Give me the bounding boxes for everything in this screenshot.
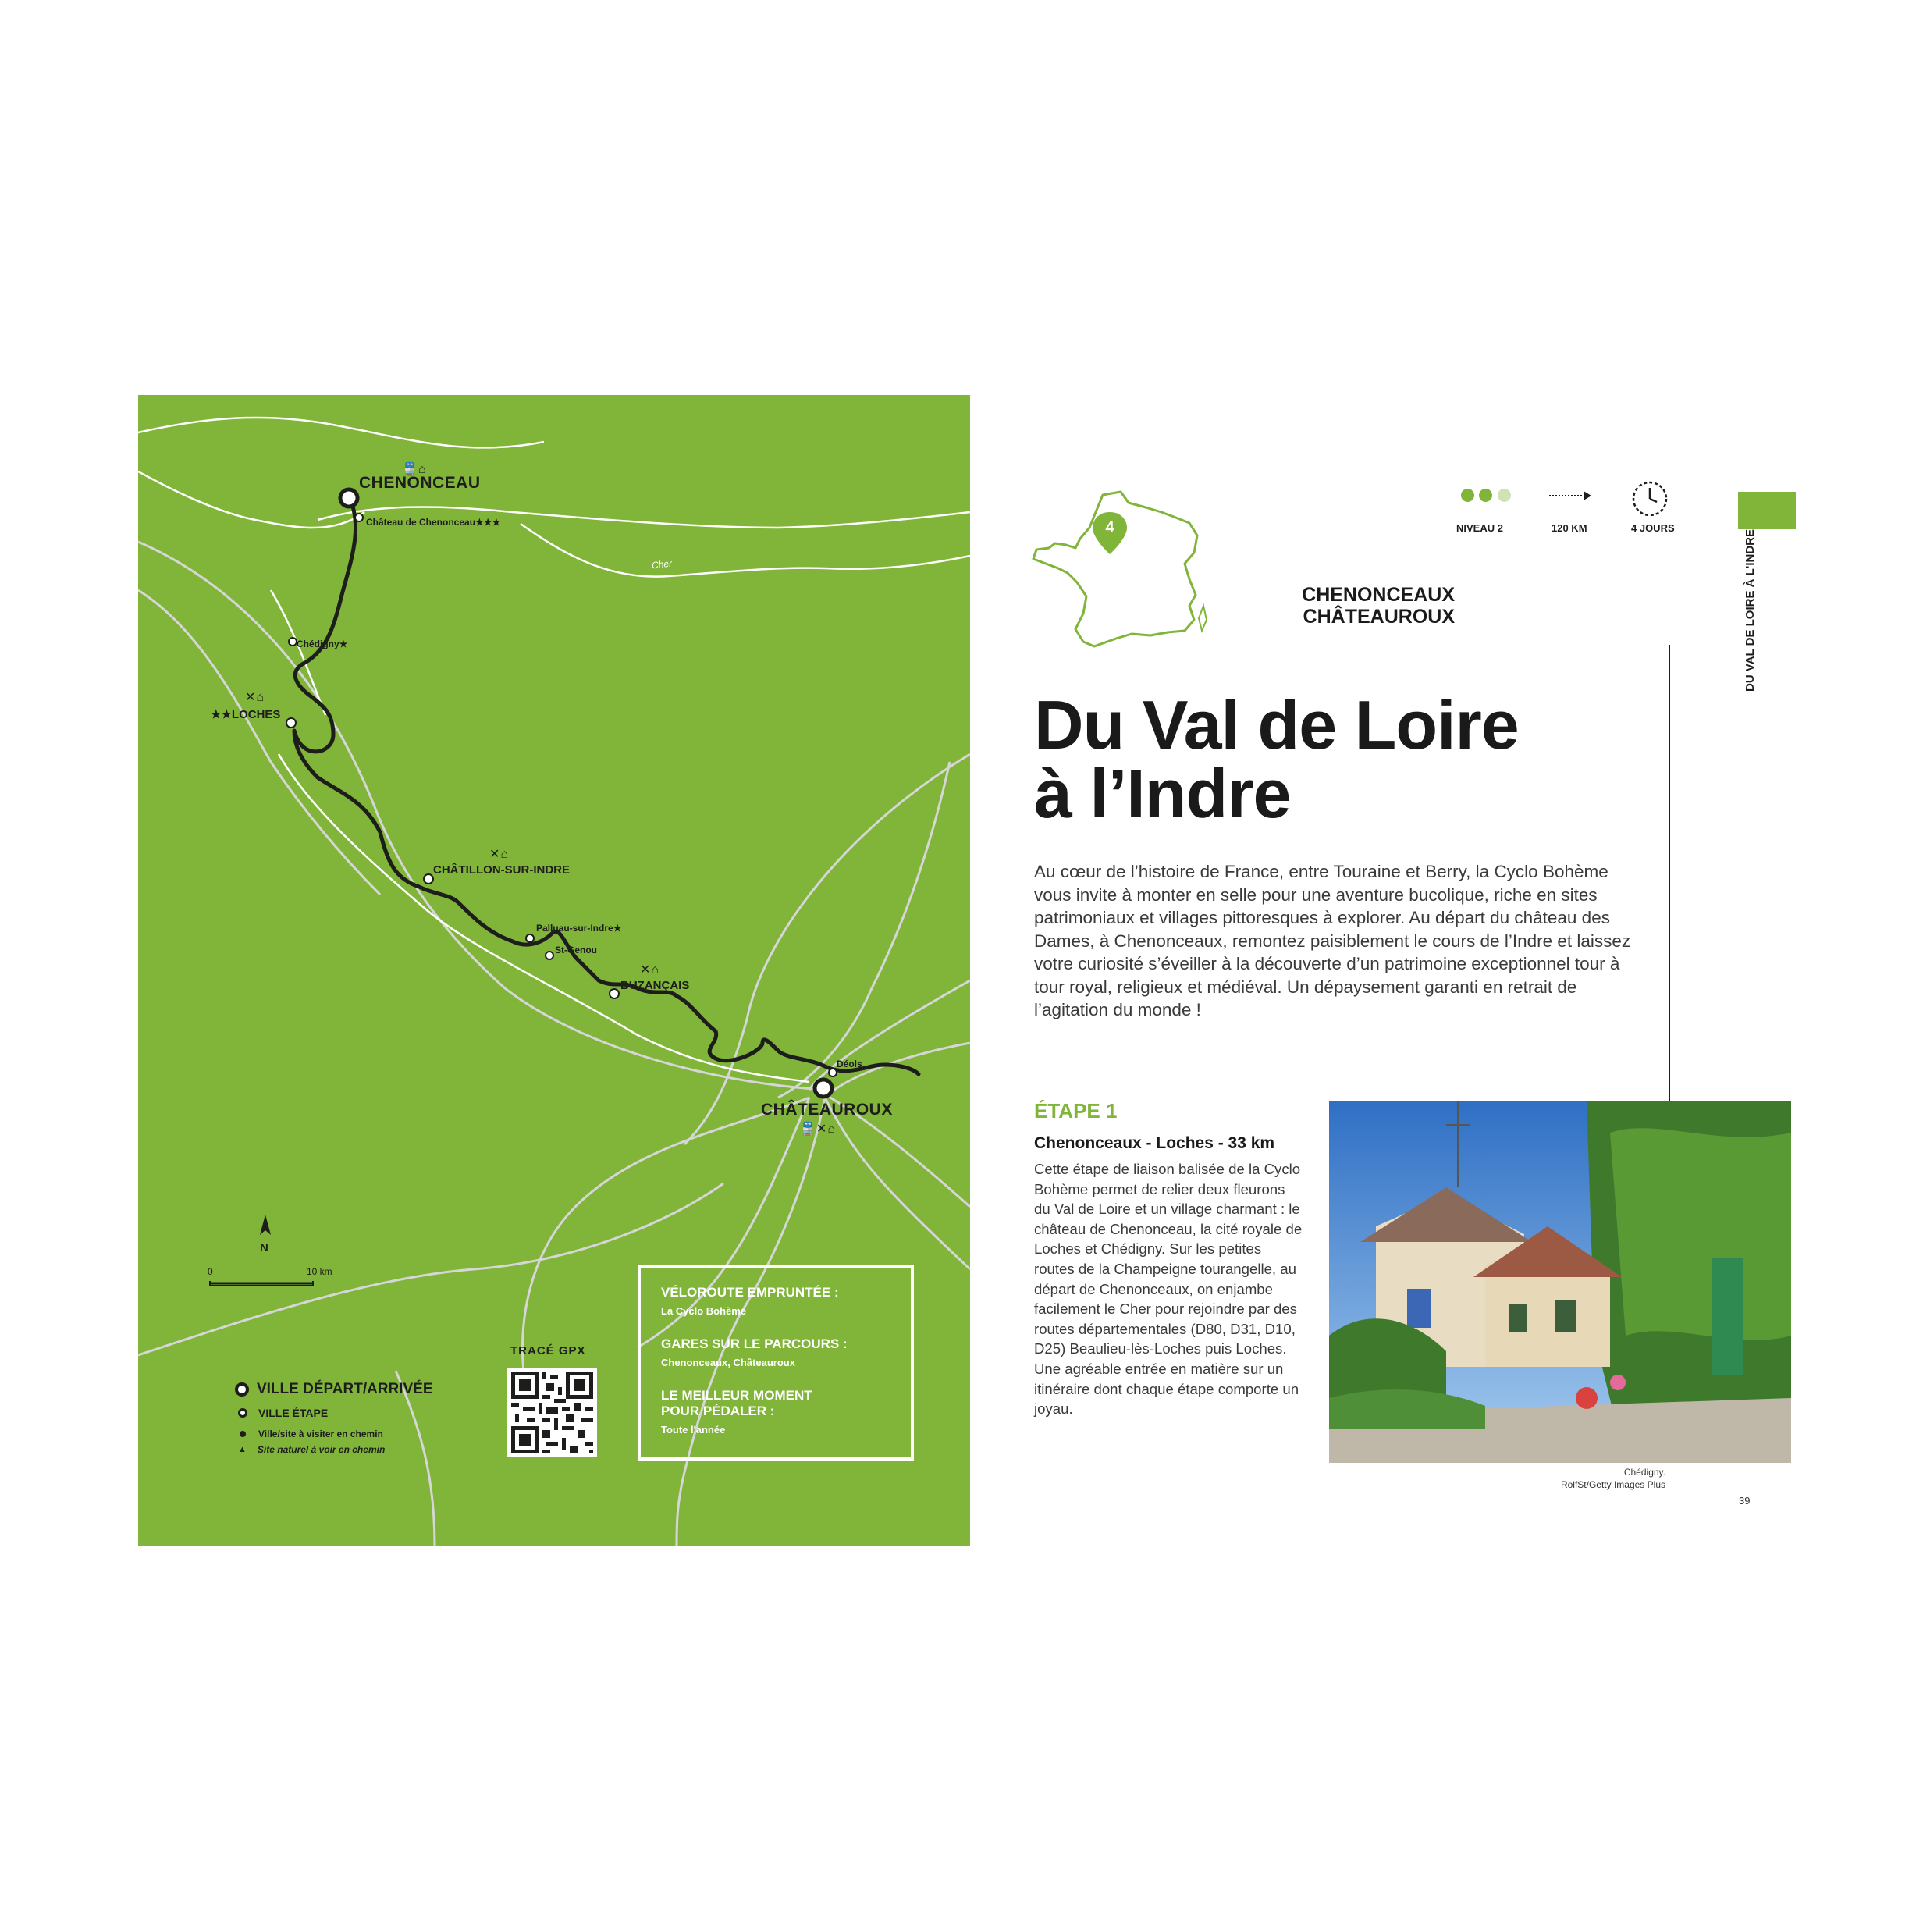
moment-value: Toute l'année	[661, 1424, 726, 1436]
label-chateauroux: CHÂTEAUROUX	[761, 1101, 893, 1119]
stage-title: ÉTAPE 1	[1034, 1099, 1118, 1123]
north-arrow-icon	[260, 1215, 271, 1235]
scale-zero: 0	[208, 1266, 213, 1277]
map-road	[825, 1098, 970, 1269]
marker-chateauroux	[815, 1080, 832, 1097]
map-road	[138, 1183, 723, 1355]
marker-stgenou	[546, 952, 553, 959]
label-palluau: Palluau-sur-Indre★	[536, 923, 622, 934]
level-dot-empty	[1498, 489, 1511, 502]
france-map	[1029, 489, 1208, 653]
distance-arrow-icon	[1549, 490, 1593, 501]
marker-chatillon	[424, 874, 433, 884]
label-chatillon: CHÂTILLON-SUR-INDRE	[433, 863, 570, 877]
stat-duration: 4 JOURS	[1631, 522, 1675, 534]
label-stgenou: St-Genou	[555, 945, 597, 955]
route-region	[1302, 584, 1455, 628]
veloroute-heading: VÉLOROUTE EMPRUNTÉE :	[661, 1285, 839, 1300]
label-buzancais: BUZANÇAIS	[620, 979, 690, 992]
route-info-box	[638, 1265, 914, 1461]
moment-heading: LE MEILLEUR MOMENT POUR PÉDALER :	[661, 1388, 812, 1418]
label-chenonceau: CHENONCEAU	[359, 474, 481, 492]
marker-chenonceau	[340, 489, 357, 507]
map-road	[677, 1472, 684, 1546]
map-river	[138, 418, 544, 447]
stage-body: Cette étape de liaison balisée de la Cyclo Bohème permet de relier deux fleurons du Val de Loire et un village charmant : le château de Chenonceau, la cité royale de Loches et Chédigny. Sur les petites routes de la Champeigne tourangelle, au départ de Chenonceaux, on enjambe facilement le Cher pour rejoindre par des routes départementales (D80, D31, D10, D25) Beaulieu-lès-Loches puis Loches. Une agréable entrée en matière sur un itinéraire dont chaque étape comporte un joyau.	[1034, 1161, 1303, 1418]
photo-caption-place: Chédigny.	[1623, 1467, 1665, 1478]
photo-credit: RolfSt/Getty Images Plus	[1560, 1479, 1665, 1490]
restaurant-bed-icon: ✕⌂	[640, 963, 660, 977]
marker-loches	[286, 718, 296, 728]
legend-start	[235, 1381, 433, 1398]
legend-stage	[238, 1407, 328, 1419]
page-title	[1034, 686, 1519, 832]
label-chedigny: Chédigny★	[297, 639, 348, 649]
gpx-label: TRACÉ GPX	[510, 1344, 586, 1357]
marker-chateau	[355, 514, 363, 521]
title-line-1: Du Val de Loire	[1034, 686, 1519, 763]
corsica-outline	[1199, 606, 1207, 631]
legend-nature-label: Site naturel à voir en chemin	[257, 1444, 386, 1455]
label-river-cher: Cher	[651, 557, 673, 571]
train-bed-icon: 🚆⌂	[402, 463, 427, 476]
legend-visit	[240, 1429, 383, 1439]
marker-buzancais	[610, 989, 619, 998]
legend-stage-label: VILLE ÉTAPE	[258, 1407, 329, 1419]
restaurant-bed-icon: ✕⌂	[489, 848, 510, 861]
label-deols: Déols	[837, 1059, 862, 1069]
title-line-2: à l’Indre	[1034, 755, 1291, 832]
train-restaurant-bed-icon: 🚆✕⌂	[800, 1123, 836, 1136]
marker-palluau	[526, 934, 534, 942]
map-river	[521, 524, 970, 577]
triangle-icon: ▲	[238, 1445, 247, 1454]
scale-ten: 10 km	[307, 1266, 332, 1277]
photo-caption	[1561, 1466, 1665, 1491]
chapter-tab	[1738, 492, 1796, 529]
gares-value: Chenonceaux, Châteauroux	[661, 1357, 795, 1368]
map-road	[138, 542, 825, 1090]
qr-code-icon	[507, 1368, 597, 1457]
gares-heading: GARES SUR LE PARCOURS :	[661, 1336, 848, 1351]
level-dot-filled	[1461, 489, 1474, 502]
region-end: CHÂTEAUROUX	[1303, 606, 1455, 628]
vertical-divider	[1669, 645, 1670, 1101]
north-label: N	[260, 1241, 268, 1254]
clock-icon	[1630, 479, 1669, 518]
restaurant-bed-icon: ✕⌂	[245, 691, 265, 704]
village-photo	[1329, 1101, 1791, 1463]
legend-start-marker	[235, 1382, 249, 1397]
legend-nature	[238, 1444, 385, 1455]
page-number: 39	[1739, 1495, 1751, 1507]
chapter-side-title: DU VAL DE LOIRE À L'INDRE	[1743, 528, 1757, 692]
level-dot-filled	[1479, 489, 1492, 502]
gpx-qr-code[interactable]	[507, 1368, 597, 1457]
stat-level: NIVEAU 2	[1456, 522, 1503, 534]
photo-chedigny	[1329, 1101, 1791, 1463]
stat-distance: 120 KM	[1552, 522, 1587, 534]
veloroute-value: La Cyclo Bohème	[661, 1305, 747, 1317]
legend-visit-marker	[240, 1431, 246, 1437]
map-road	[778, 762, 950, 1098]
legend-visit-label: Ville/site à visiter en chemin	[258, 1429, 383, 1439]
map-route	[294, 496, 919, 1074]
label-chateau: Château de Chenonceau★★★	[366, 517, 501, 528]
stage-subtitle: Chenonceaux - Loches - 33 km	[1034, 1134, 1275, 1152]
marker-chedigny	[289, 638, 297, 646]
marker-deols	[829, 1069, 837, 1076]
intro-paragraph: Au cœur de l’histoire de France, entre Touraine et Berry, la Cyclo Bohème vous invite à monter en selle pour une aventure bucolique, riche en sites patrimoniaux et villages pittoresques à explorer. Au départ du château des Dames, à Chenonceaux, remontez paisiblement le cours de l’Indre et laissez votre curiosité s’éveiller à la découverte d’un patrimoine exceptionnel tour à tour royal, religieux et médiéval. Un dépaysement garanti en retrait de l’agitation du monde !	[1034, 862, 1631, 1019]
route-number: 4	[1105, 519, 1114, 536]
label-loches: ★★LOCHES	[211, 708, 281, 721]
legend-stage-marker	[238, 1408, 247, 1418]
map-river	[138, 471, 364, 528]
region-start: CHENONCEAUX	[1302, 584, 1455, 606]
level-dots	[1461, 489, 1511, 506]
legend-start-label: VILLE DÉPART/ARRIVÉE	[257, 1381, 433, 1397]
route-map	[138, 395, 970, 1546]
